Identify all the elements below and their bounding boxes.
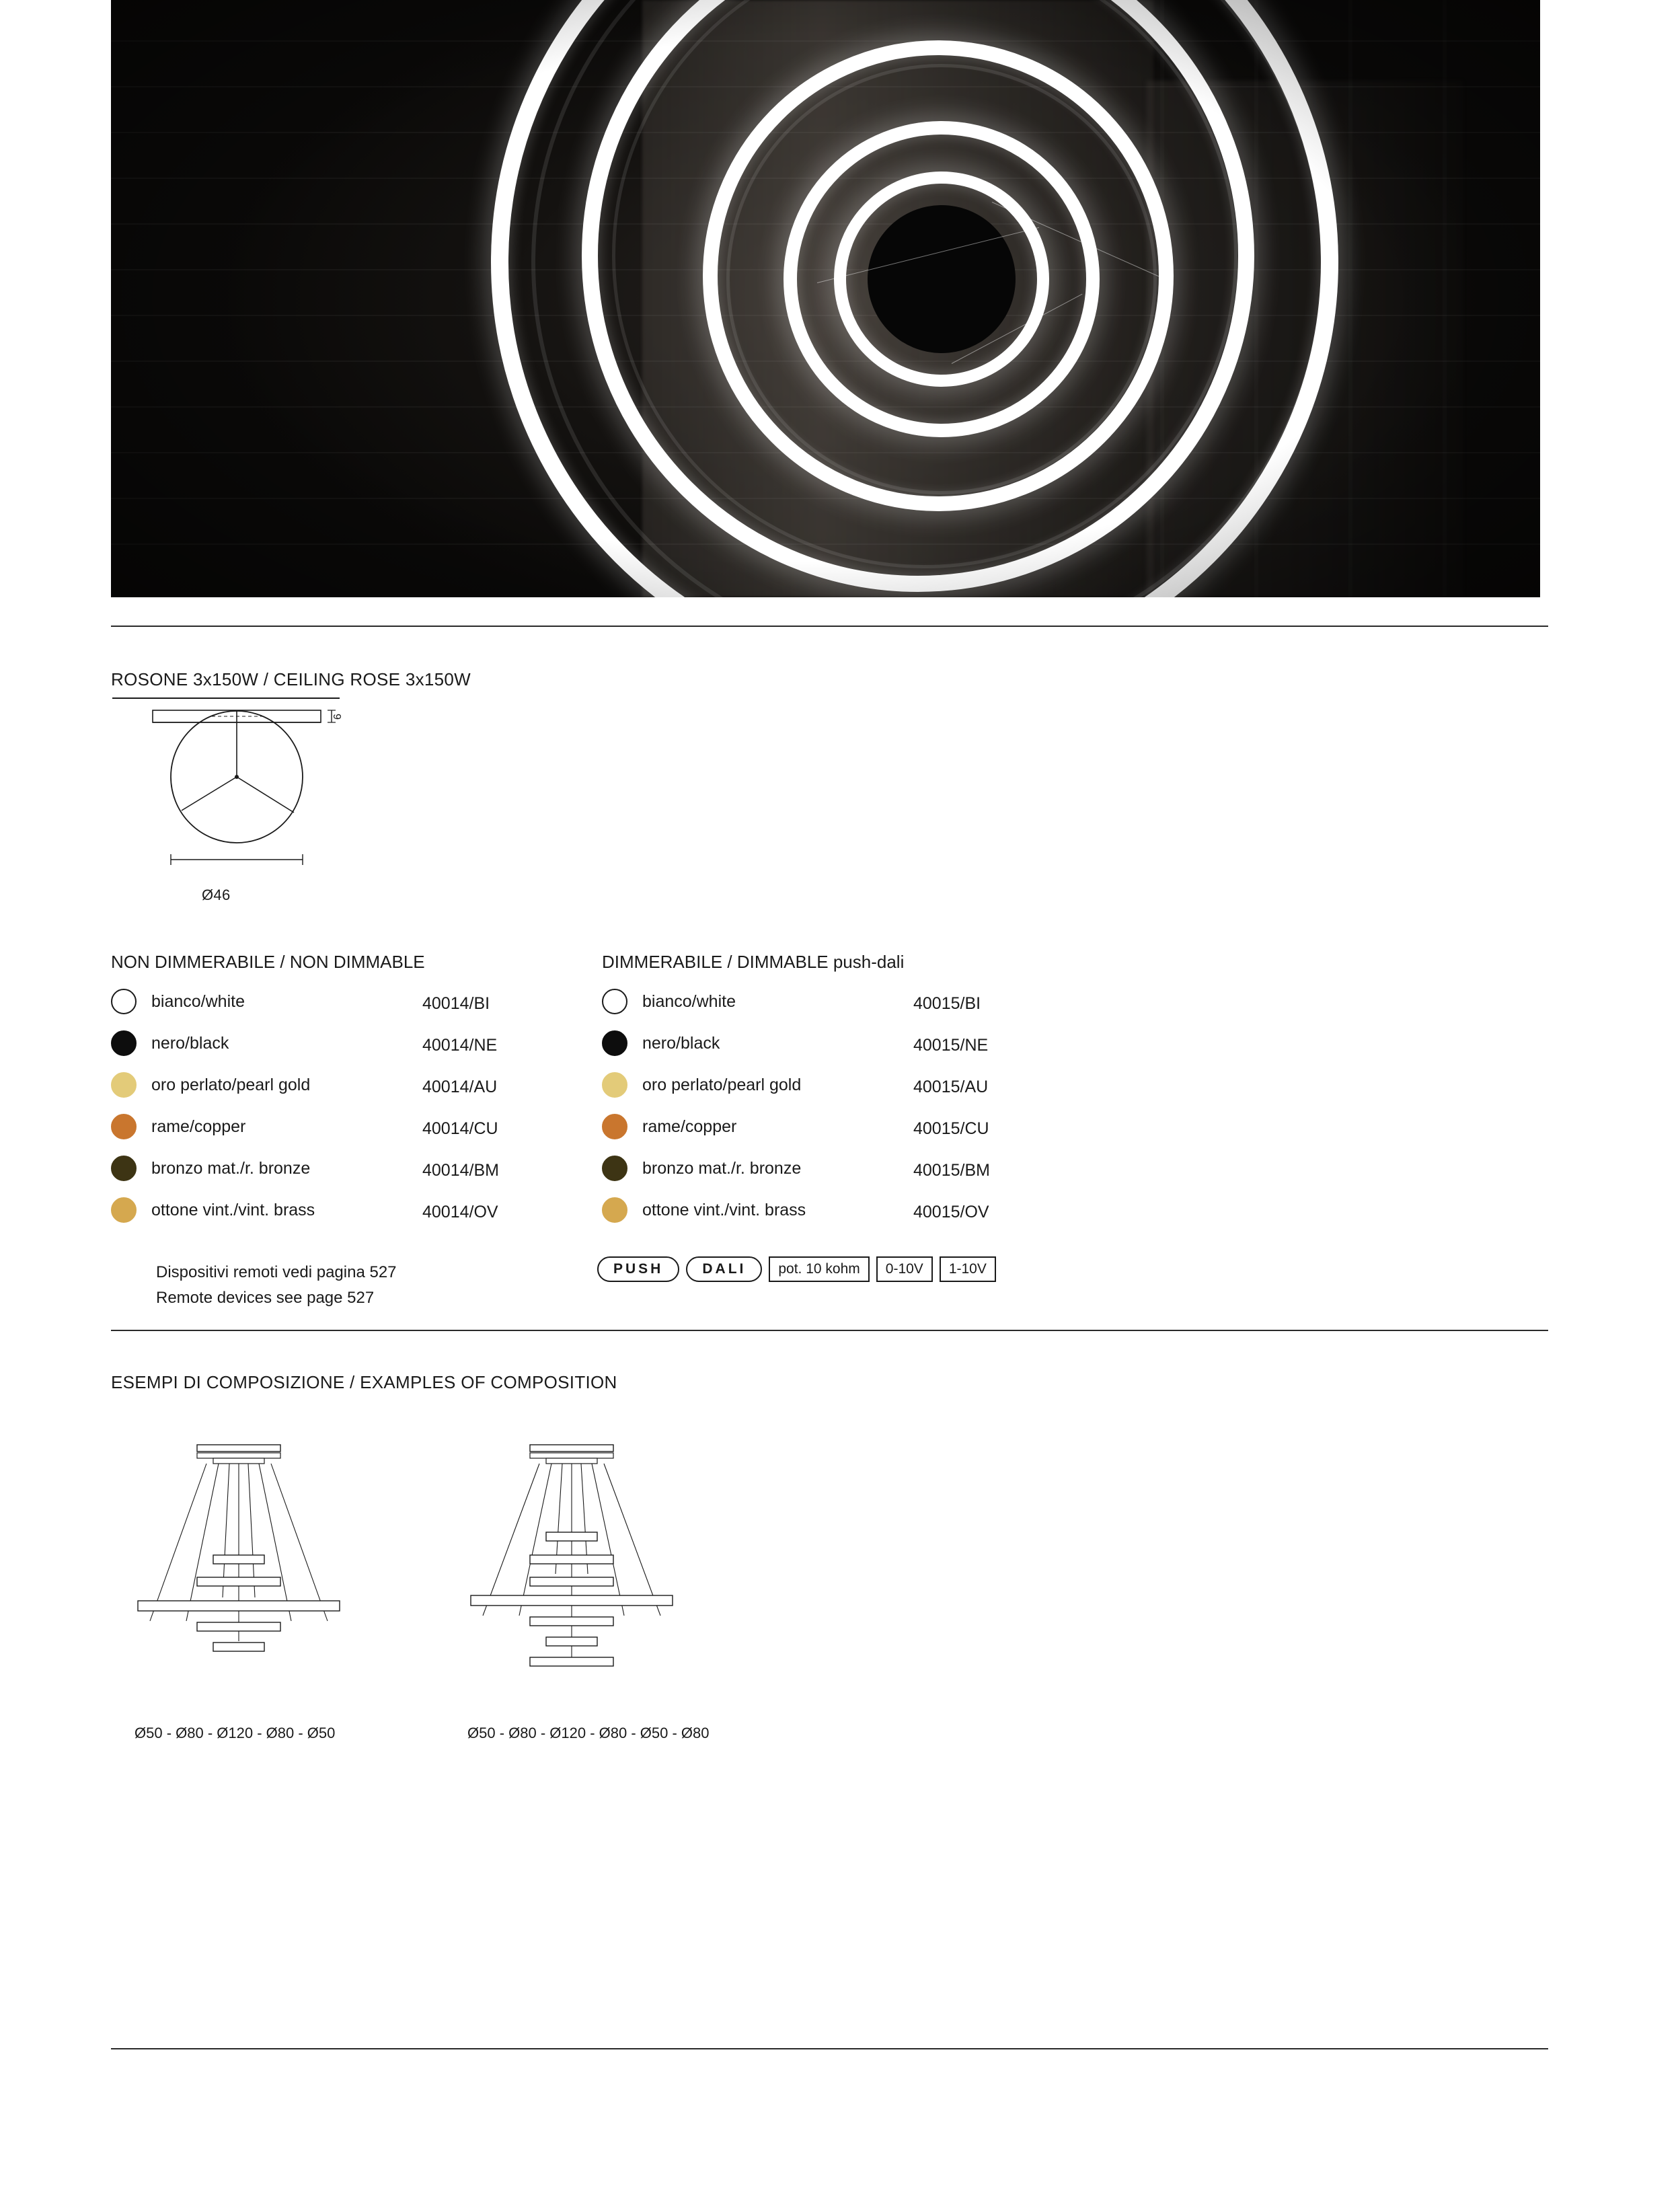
color-option-row[interactable]: [602, 1030, 720, 1056]
photo-background: [111, 0, 1540, 597]
color-option-code: 40015/BM: [913, 1161, 990, 1180]
color-option-code: 40014/OV: [422, 1203, 498, 1221]
color-option-code: 40015/OV: [913, 1203, 989, 1221]
color-swatch: [602, 1156, 627, 1181]
remote-devices-note-en: Remote devices see page 527: [156, 1289, 375, 1307]
badge-dali: DALI: [686, 1256, 762, 1282]
color-swatch: [602, 1197, 627, 1223]
badge-push: PUSH: [597, 1256, 679, 1282]
color-option-code: 40014/BM: [422, 1161, 499, 1180]
color-option-label: nero/black: [642, 1033, 720, 1053]
color-option-row[interactable]: [602, 1114, 736, 1139]
light-ring-core: [868, 205, 1016, 353]
photo-slat: [1443, 0, 1447, 597]
color-option-label: rame/copper: [151, 1117, 246, 1136]
color-option-label: bronzo mat./r. bronze: [642, 1158, 802, 1178]
color-option-label: ottone vint./vint. brass: [642, 1200, 806, 1219]
color-swatch: [111, 1197, 137, 1223]
dimming-badges: [597, 1256, 996, 1282]
color-option-row[interactable]: [111, 1197, 315, 1223]
color-swatch: [111, 1072, 137, 1098]
color-swatch: [602, 1072, 627, 1098]
badge-1-10v: 1-10V: [940, 1256, 996, 1282]
color-swatch: [111, 1114, 137, 1139]
divider-bottom: [111, 2048, 1548, 2049]
color-option-label: bianco/white: [151, 991, 245, 1011]
color-option-code: 40015/BI: [913, 994, 981, 1013]
color-option-label: nero/black: [151, 1033, 229, 1053]
color-option-row[interactable]: [111, 1156, 310, 1181]
ceiling-rose-drawing: [111, 693, 353, 908]
color-option-row[interactable]: [111, 1072, 310, 1098]
color-option-code: 40014/NE: [422, 1036, 498, 1055]
color-option-row[interactable]: [602, 1197, 806, 1223]
color-option-label: oro perlato/pearl gold: [151, 1075, 311, 1094]
color-option-code: 40015/CU: [913, 1119, 989, 1138]
photo-slat: [1348, 0, 1352, 597]
product-photo: [111, 0, 1540, 597]
color-option-code: 40015/AU: [913, 1078, 989, 1096]
composition-title: ESEMPI DI COMPOSIZIONE / EXAMPLES OF COMPOSITION: [111, 1372, 617, 1392]
color-swatch: [602, 989, 627, 1014]
divider-middle: [111, 1330, 1548, 1331]
non-dimmable-title: NON DIMMERABILE / NON DIMMABLE: [111, 952, 425, 972]
composition-diagram-1: [124, 1439, 353, 1688]
color-swatch: [111, 1156, 137, 1181]
color-swatch: [111, 989, 137, 1014]
color-option-code: 40014/CU: [422, 1119, 498, 1138]
remote-devices-note-it: Dispositivi remoti vedi pagina 527: [156, 1263, 397, 1281]
color-option-code: 40014/BI: [422, 994, 490, 1013]
divider-top: [111, 626, 1548, 627]
color-option-label: rame/copper: [642, 1117, 737, 1136]
color-option-row[interactable]: [111, 1114, 245, 1139]
composition-caption-2: Ø50 - Ø80 - Ø120 - Ø80 - Ø50 - Ø80: [467, 1725, 710, 1741]
color-option-row[interactable]: [602, 1072, 801, 1098]
color-swatch: [602, 1114, 627, 1139]
badge-potentiometer: pot. 10 kohm: [769, 1256, 869, 1282]
ceiling-rose-title: ROSONE 3x150W / CEILING ROSE 3x150W: [111, 669, 471, 689]
color-option-label: oro perlato/pearl gold: [642, 1075, 802, 1094]
badge-0-10v: 0-10V: [876, 1256, 933, 1282]
color-swatch: [111, 1030, 137, 1056]
color-option-row[interactable]: [602, 989, 736, 1014]
dimmable-title: DIMMERABILE / DIMMABLE push-dali: [602, 952, 905, 972]
composition-diagram-2: [457, 1439, 686, 1702]
ceiling-rose-diameter-label: Ø46: [202, 886, 231, 903]
color-option-row[interactable]: [602, 1156, 801, 1181]
color-option-code: 40015/NE: [913, 1036, 989, 1055]
color-option-label: ottone vint./vint. brass: [151, 1200, 315, 1219]
color-option-label: bronzo mat./r. bronze: [151, 1158, 311, 1178]
color-option-label: bianco/white: [642, 991, 736, 1011]
color-swatch: [602, 1030, 627, 1056]
color-option-row[interactable]: [111, 989, 245, 1014]
color-option-row[interactable]: [111, 1030, 229, 1056]
color-option-code: 40014/AU: [422, 1078, 498, 1096]
svg-text:6: 6: [332, 714, 344, 720]
composition-caption-1: Ø50 - Ø80 - Ø120 - Ø80 - Ø50: [135, 1725, 336, 1741]
